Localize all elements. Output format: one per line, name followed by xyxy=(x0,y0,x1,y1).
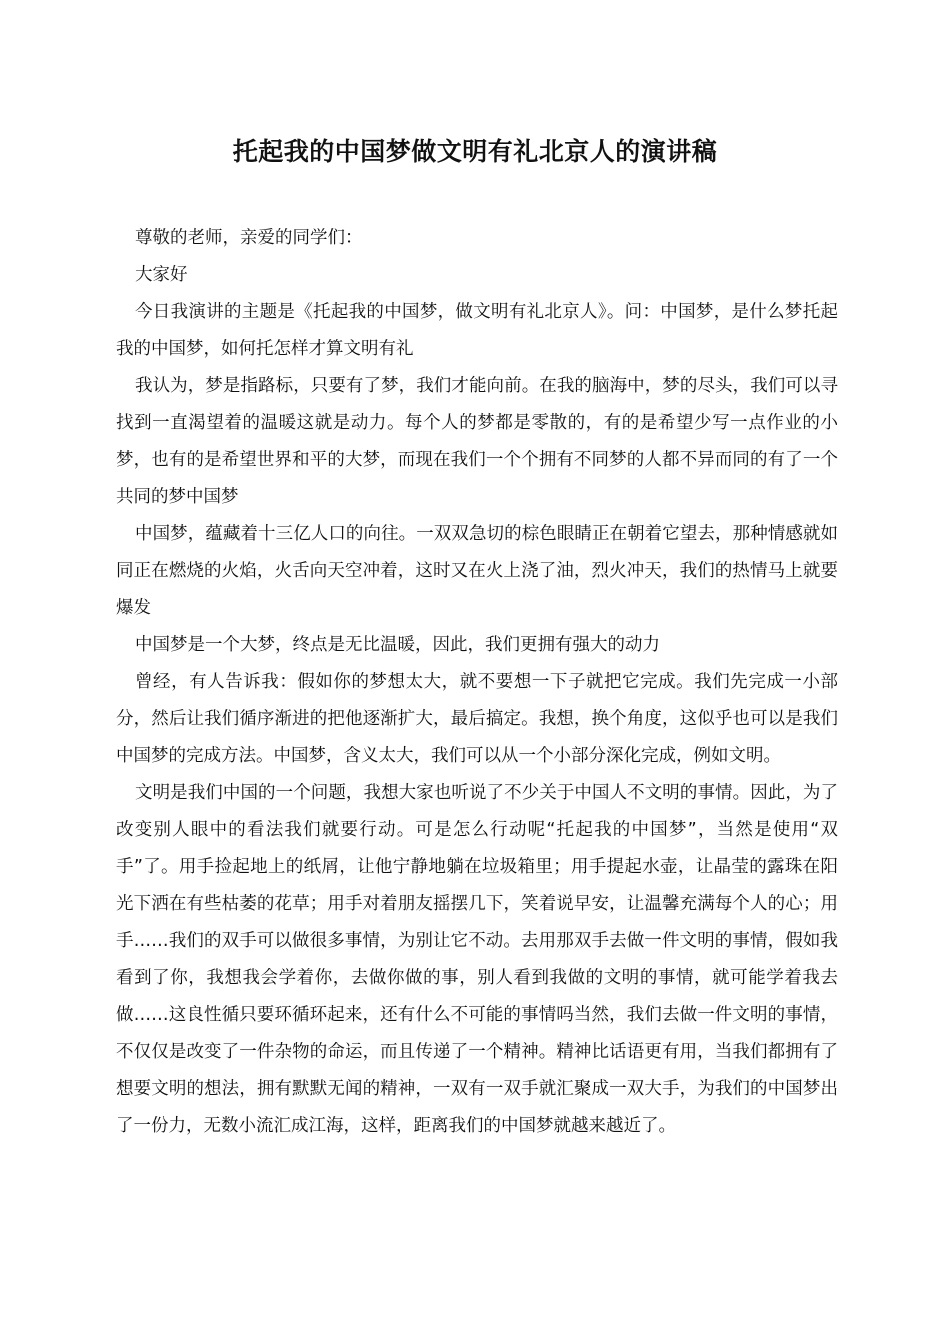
paragraph-topic: 今日我演讲的主题是《托起我的中国梦，做文明有礼北京人》。问：中国梦，是什么梦托起我的中国梦，如何托怎样才算文明有礼 xyxy=(116,302,838,359)
paragraph-salutation: 尊敬的老师，亲爱的同学们： xyxy=(135,228,363,248)
document-title: 托起我的中国梦做文明有礼北京人的演讲稿 xyxy=(232,137,718,166)
paragraph-big-dream: 中国梦是一个大梦，终点是无比温暖，因此，我们更拥有强大的动力 xyxy=(135,635,660,655)
paragraph-china-dream-hope: 中国梦，蕴藏着十三亿人口的向往。一双双急切的棕色眼睛正在朝着它望去，那种情感就如同正在燃烧的火焰，火舌向天空冲着，这时又在火上浇了油，烈火冲天，我们的热情马上就要爆发 xyxy=(116,524,838,618)
paragraph-greeting: 大家好 xyxy=(135,265,188,285)
paragraph-civility: 文明是我们中国的一个问题，我想大家也听说了不少关于中国人不文明的事情。因此，为了改变别人眼中的看法我们就要行动。可是怎么行动呢“托起我的中国梦”，当然是使用“双手”了。用手捡起地上的纸屑，让他宁静地躺在垃圾箱里；用手提起水壶，让晶莹的露珠在阳光下洒在有些枯萎的花草；用手对着朋友摇摆几下，笑着说早安，让温馨充满每个人的心；用手……我们的双手可以做很多事情，为别让它不动。去用那双手去做一件文明的事情，假如我看到了你，我想我会学着你，去做你做的事，别人看到我做的文明的事情，就可能学着我去做……这良性循只要环循环起来，还有什么不可能的事情吗当然，我们去做一件文明的事情，不仅仅是改变了一件杂物的命运，而且传递了一个精神。精神比话语更有用，当我们都拥有了想要文明的想法，拥有默默无闻的精神，一双有一双手就汇聚成一双大手，为我们的中国梦出了一份力，无数小流汇成江海，这样，距离我们的中国梦就越来越近了。 xyxy=(116,783,838,1136)
paragraph-step-by-step: 曾经，有人告诉我：假如你的梦想太大，就不要想一下子就把它完成。我们先完成一小部分，然后让我们循序渐进的把他逐渐扩大，最后搞定。我想，换个角度，这似乎也可以是我们中国梦的完成方法。中国梦，含义太大，我们可以从一个小部分深化完成，例如文明。 xyxy=(116,672,838,766)
document-body xyxy=(116,220,838,1145)
paragraph-dream-guide: 我认为，梦是指路标，只要有了梦，我们才能向前。在我的脑海中，梦的尽头，我们可以寻找到一直渴望着的温暖这就是动力。每个人的梦都是零散的，有的是希望少写一点作业的小梦，也有的是希望世界和平的大梦，而现在我们一个个拥有不同梦的人都不异而同的有了一个共同的梦中国梦 xyxy=(116,376,838,507)
